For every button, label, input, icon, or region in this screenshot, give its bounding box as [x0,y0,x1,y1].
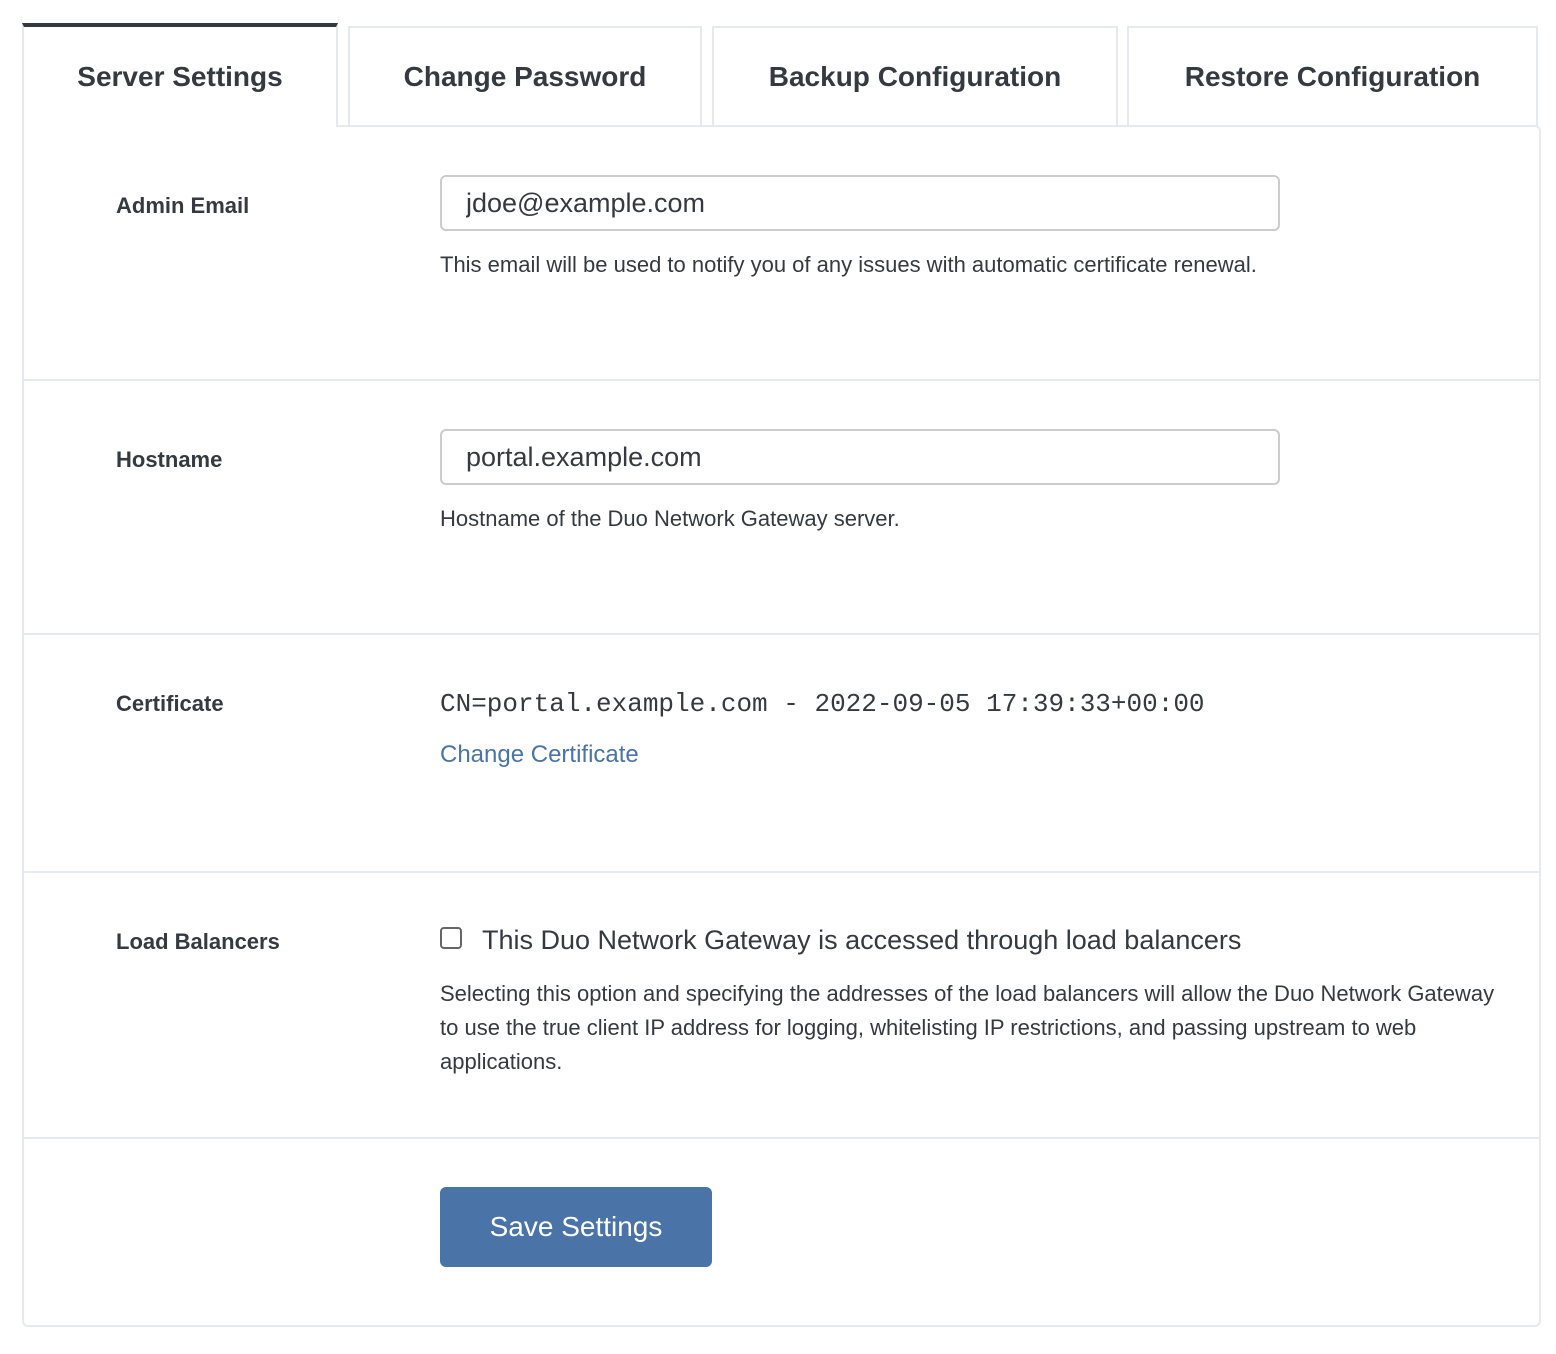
admin-email-label: Admin Email [116,193,250,218]
load-balancers-label: Load Balancers [116,929,280,954]
load-balancers-checkbox[interactable] [440,927,462,949]
certificate-value: CN=portal.example.com - 2022-09-05 17:39:33+00:00 [440,689,1205,719]
admin-email-input[interactable] [440,175,1280,231]
admin-email-row [24,127,1539,381]
tab-backup-configuration[interactable]: Backup Configuration [712,26,1118,126]
change-certificate-link[interactable]: Change Certificate [440,741,639,768]
hostname-help: Hostname of the Duo Network Gateway server. [440,506,900,531]
hostname-row [24,381,1539,635]
actions-row [24,1139,1539,1327]
load-balancers-checkbox-label[interactable]: This Duo Network Gateway is accessed through load balancers [482,925,1242,955]
tab-change-password[interactable]: Change Password [348,26,702,126]
settings-panel [22,125,1541,1327]
certificate-label: Certificate [116,691,224,716]
load-balancers-help: Selecting this option and specifying the addresses of the load balancers will allow the Duo Network Gateway to use the true client IP address for logging, whitelisting IP restrictions, and passing upstream to web applications. [440,981,1495,1074]
hostname-label: Hostname [116,447,223,472]
tab-restore-configuration[interactable]: Restore Configuration [1127,26,1538,126]
hostname-input[interactable] [440,429,1280,485]
certificate-row [24,635,1539,873]
tab-server-settings[interactable]: Server Settings [22,23,338,127]
load-balancers-row [24,873,1539,1139]
admin-email-help: This email will be used to notify you of any issues with automatic certificate renewal. [440,252,1257,277]
save-settings-button[interactable]: Save Settings [440,1187,712,1267]
